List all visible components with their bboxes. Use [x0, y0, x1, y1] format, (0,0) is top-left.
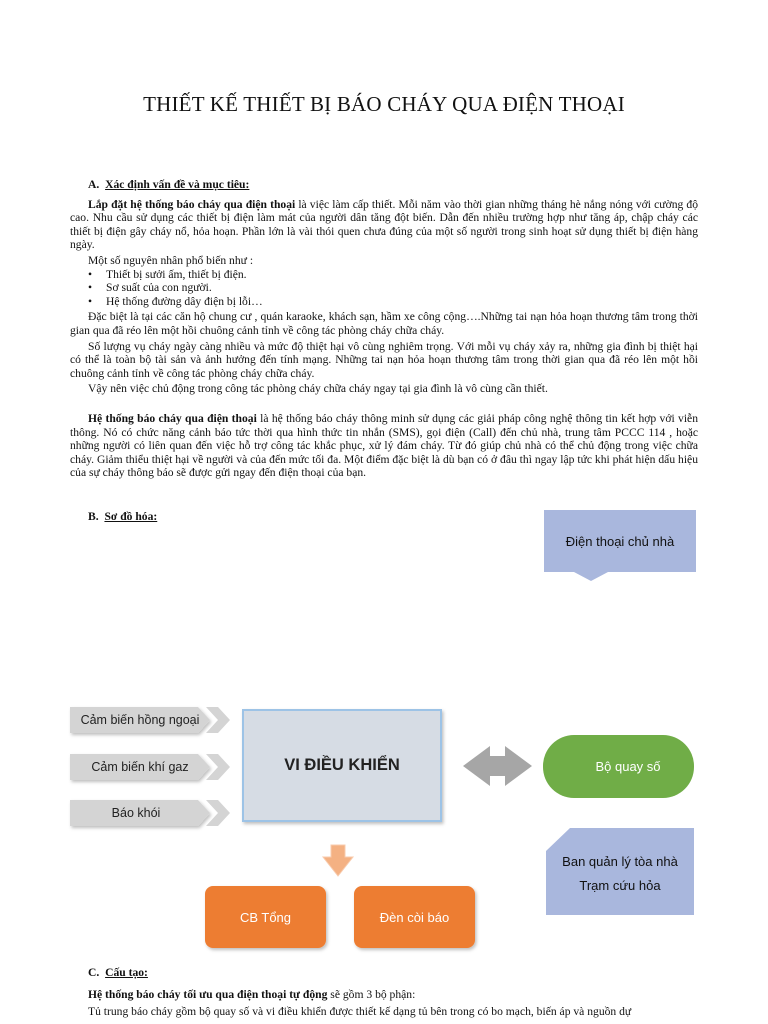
paragraph-system-bold: Hệ thống báo cháy qua điện thoại: [88, 411, 257, 425]
dialer-label: Bộ quay số: [595, 759, 661, 774]
building-label: [546, 846, 694, 902]
list-item: • Hệ thống đường dây điện bị lỗi…: [106, 295, 698, 309]
paragraph-intro-bold: Lắp đặt hệ thống báo cháy qua điện thoại: [88, 197, 296, 211]
paragraph-apartments: Đặc biệt là tại các căn hộ chung cư , quán karaoke, khách sạn, hầm xe công cộng….Những tai nạn hỏa hoạn thương tâm trong thời gian qua đã réo lên một hồi chuông cảnh tỉnh về công tác phòng cháy chữa cháy.: [70, 310, 698, 337]
list-item: • Thiết bị sưởi ấm, thiết bị điện.: [106, 268, 698, 282]
building-label-line1: Ban quản lý tòa nhà: [562, 854, 678, 869]
paragraph-intro-rest: là việc làm cấp thiết. Mỗi năm vào thời gian những tháng hè nắng nóng với cường độ cao. Nhu cầu sử dụng các thiết bị điện làm mát của người dân tăng đột biến. Dẫn đến nhiều trường hợp như tăng áp, chập cháy các thiết bị điện gây cháy nổ, hỏa hoạn. Phần lớn là vài thói quen chưa đúng của một số người trong sinh hoạt sử dụng thiết bị điện hàng ngày.: [70, 197, 698, 252]
sensor-ir-label: Cảm biến hồng ngoại: [80, 713, 200, 727]
paragraph-damage: Số lượng vụ cháy ngày càng nhiều và mức độ thiệt hại vô cùng nghiêm trọng. Với mỗi vụ cháy xảy ra, những gia đình bị thiệt hại có thể là toàn bộ tài sản và ảnh hưởng đến tính mạng. Những tai nạn hỏa hoạn thương tâm trong thời gian qua đã réo lên một hồi chuông cảnh tỉnh về công tác phòng cháy chữa cháy.: [70, 339, 698, 380]
causes-intro: Một số nguyên nhân phổ biến như :: [88, 253, 254, 267]
section-b-title: Sơ đồ hóa:: [104, 510, 158, 523]
sensor-smoke-label: Báo khói: [111, 806, 161, 820]
double-arrow: [463, 746, 532, 786]
alarm-label: Đèn còi báo: [379, 909, 450, 925]
paragraph-structure: [70, 988, 698, 1002]
section-c-title: Cấu tạo:: [105, 966, 148, 979]
sensor-gas-label: Cảm biến khí gaz: [91, 760, 189, 774]
section-c-letter: C.: [88, 966, 100, 979]
paragraph-structure-bold: Hệ thống báo cháy tối ưu qua điện thoại tự động: [88, 987, 328, 1001]
page-title: THIẾT KẾ THIẾT BỊ BÁO CHÁY QUA ĐIỆN THOẠI: [143, 92, 625, 116]
paragraph-conclusion: Vậy nên việc chủ động trong công tác phòng cháy chữa cháy ngay tại gia đình là vô cùng cần thiết.: [88, 382, 548, 396]
section-a-title: Xác định vấn đề và mục tiêu:: [105, 178, 250, 191]
section-b-letter: B.: [88, 510, 99, 523]
paragraph-structure-rest: sẽ gồm 3 bộ phận:: [327, 987, 416, 1001]
cb-label: CB Tổng: [239, 909, 292, 925]
building-label-line2: Trạm cứu hỏa: [579, 878, 661, 893]
down-arrow: [323, 845, 353, 876]
section-c-heading: [70, 966, 698, 980]
section-a-letter: A.: [88, 178, 100, 191]
paragraph-system-rest: là hệ thống báo cháy thông minh sử dụng các giải pháp công nghệ thông tin kết hợp với viễn thông. Nó có chức năng cảnh báo tức thời qua hình thức tin nhắn (SMS), gọi điện (Call) đến chủ nhà, trung tâm PCCC 114 , hoặc những người có liên quan đến việc hỗ trợ công tác khắc phục, xử lý đám cháy. Từ đó giúp chủ nhà có thể chủ động trong việc chữa cháy. Giảm thiểu thiệt hại về người và của đến mức tối đa. Một điểm đặc biệt là dù bạn có ở đâu thì ngay lập tức khi phát hiện dấu hiệu của sự cháy thông báo sẽ được gửi ngay đến điện thoại của bạn.: [70, 411, 698, 480]
phone-label: Điện thoại chủ nhà: [565, 533, 675, 549]
controller-label: VI ĐIỀU KHIỂN: [284, 756, 400, 774]
paragraph-cabinet: Tủ trung báo cháy gồm bộ quay số và vi điều khiển được thiết kế dạng tủ bên trong có bo mạch, biến áp và nguồn dự: [88, 1005, 632, 1019]
list-item: • Sơ suất của con người.: [106, 281, 698, 295]
section-c: [70, 966, 698, 1021]
